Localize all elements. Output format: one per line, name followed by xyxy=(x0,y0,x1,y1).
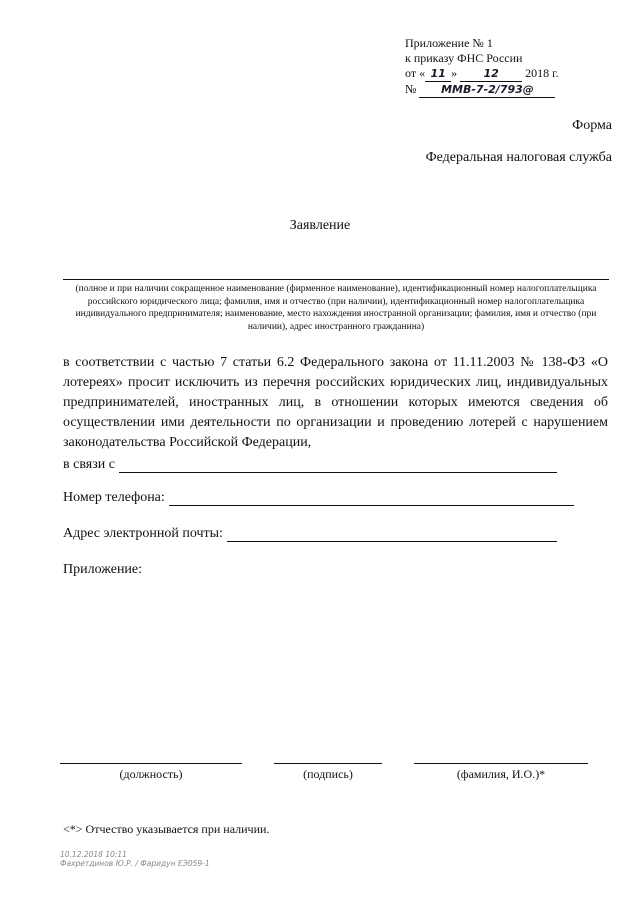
attachment-label: Приложение: xyxy=(63,562,143,577)
signature-caption: (подпись) xyxy=(303,767,353,781)
request-text: в соответствии с частью 7 статьи 6.2 Федерального закона от 11.11.2003 № 138-ФЗ «О лотереях» просит исключить из перечня российских юридических лиц, индивидуальных предпринимателей, иностранных лиц, в отношении которых имеются сведения об осуществлении ими деятельности по организации и проведению лотерей с нарушением законодательства Российской Федерации, xyxy=(63,355,608,450)
header-order: к приказу ФНС России xyxy=(405,51,523,65)
phone-field xyxy=(63,490,574,506)
stamp-date: 10.12.2018 10:11 xyxy=(60,850,127,859)
position-caption: (должность) xyxy=(119,767,183,781)
applicant-name-caption: (полное и при наличии сокращенное наименование (фирменное наименование), идентификационный номер налогоплательщика российского юридического лица; фамилия, имя и отчество (при наличии), идентификационный номер налогоплательщика индивидуального предпринимателя; наименование, место нахождения иностранной организации; фамилия, имя и отчество (при наличии), адрес иностранного гражданина) xyxy=(75,284,597,332)
phone-label: Номер телефона: xyxy=(63,490,165,505)
print-stamp xyxy=(60,850,210,868)
header-appendix: Приложение № 1 xyxy=(405,36,493,50)
reason-field xyxy=(63,457,557,473)
date-year: 2018 г. xyxy=(525,66,559,80)
date-month: 12 xyxy=(460,66,522,82)
reason-label: в связи с xyxy=(63,457,115,472)
email-input-line[interactable] xyxy=(227,527,557,542)
tax-authority: Федеральная налоговая служба xyxy=(425,150,612,165)
signature-line[interactable] xyxy=(274,763,382,764)
position-line[interactable] xyxy=(60,763,242,764)
header-number: № ММВ-7-2/793@ xyxy=(405,82,625,98)
date-day: 11 xyxy=(425,66,451,82)
reason-input-line[interactable] xyxy=(119,458,557,473)
email-label: Адрес электронной почты: xyxy=(63,526,223,541)
order-number: ММВ-7-2/793@ xyxy=(419,82,555,98)
applicant-name-line[interactable] xyxy=(63,279,609,280)
document-header xyxy=(405,36,625,98)
footnote: <*> Отчество указывается при наличии. xyxy=(63,822,270,836)
email-field xyxy=(63,526,557,542)
header-date: от « 11 » 12 2018 г. xyxy=(405,66,559,80)
form-label: Форма xyxy=(572,118,612,133)
fullname-line[interactable] xyxy=(414,763,588,764)
stamp-author: Фахретдинов Ю.Р. / Фаридун ЕЭ059-1 xyxy=(60,859,210,868)
phone-input-line[interactable] xyxy=(169,491,574,506)
fullname-caption: (фамилия, И.О.)* xyxy=(456,767,546,781)
document-title: Заявление xyxy=(289,218,351,233)
